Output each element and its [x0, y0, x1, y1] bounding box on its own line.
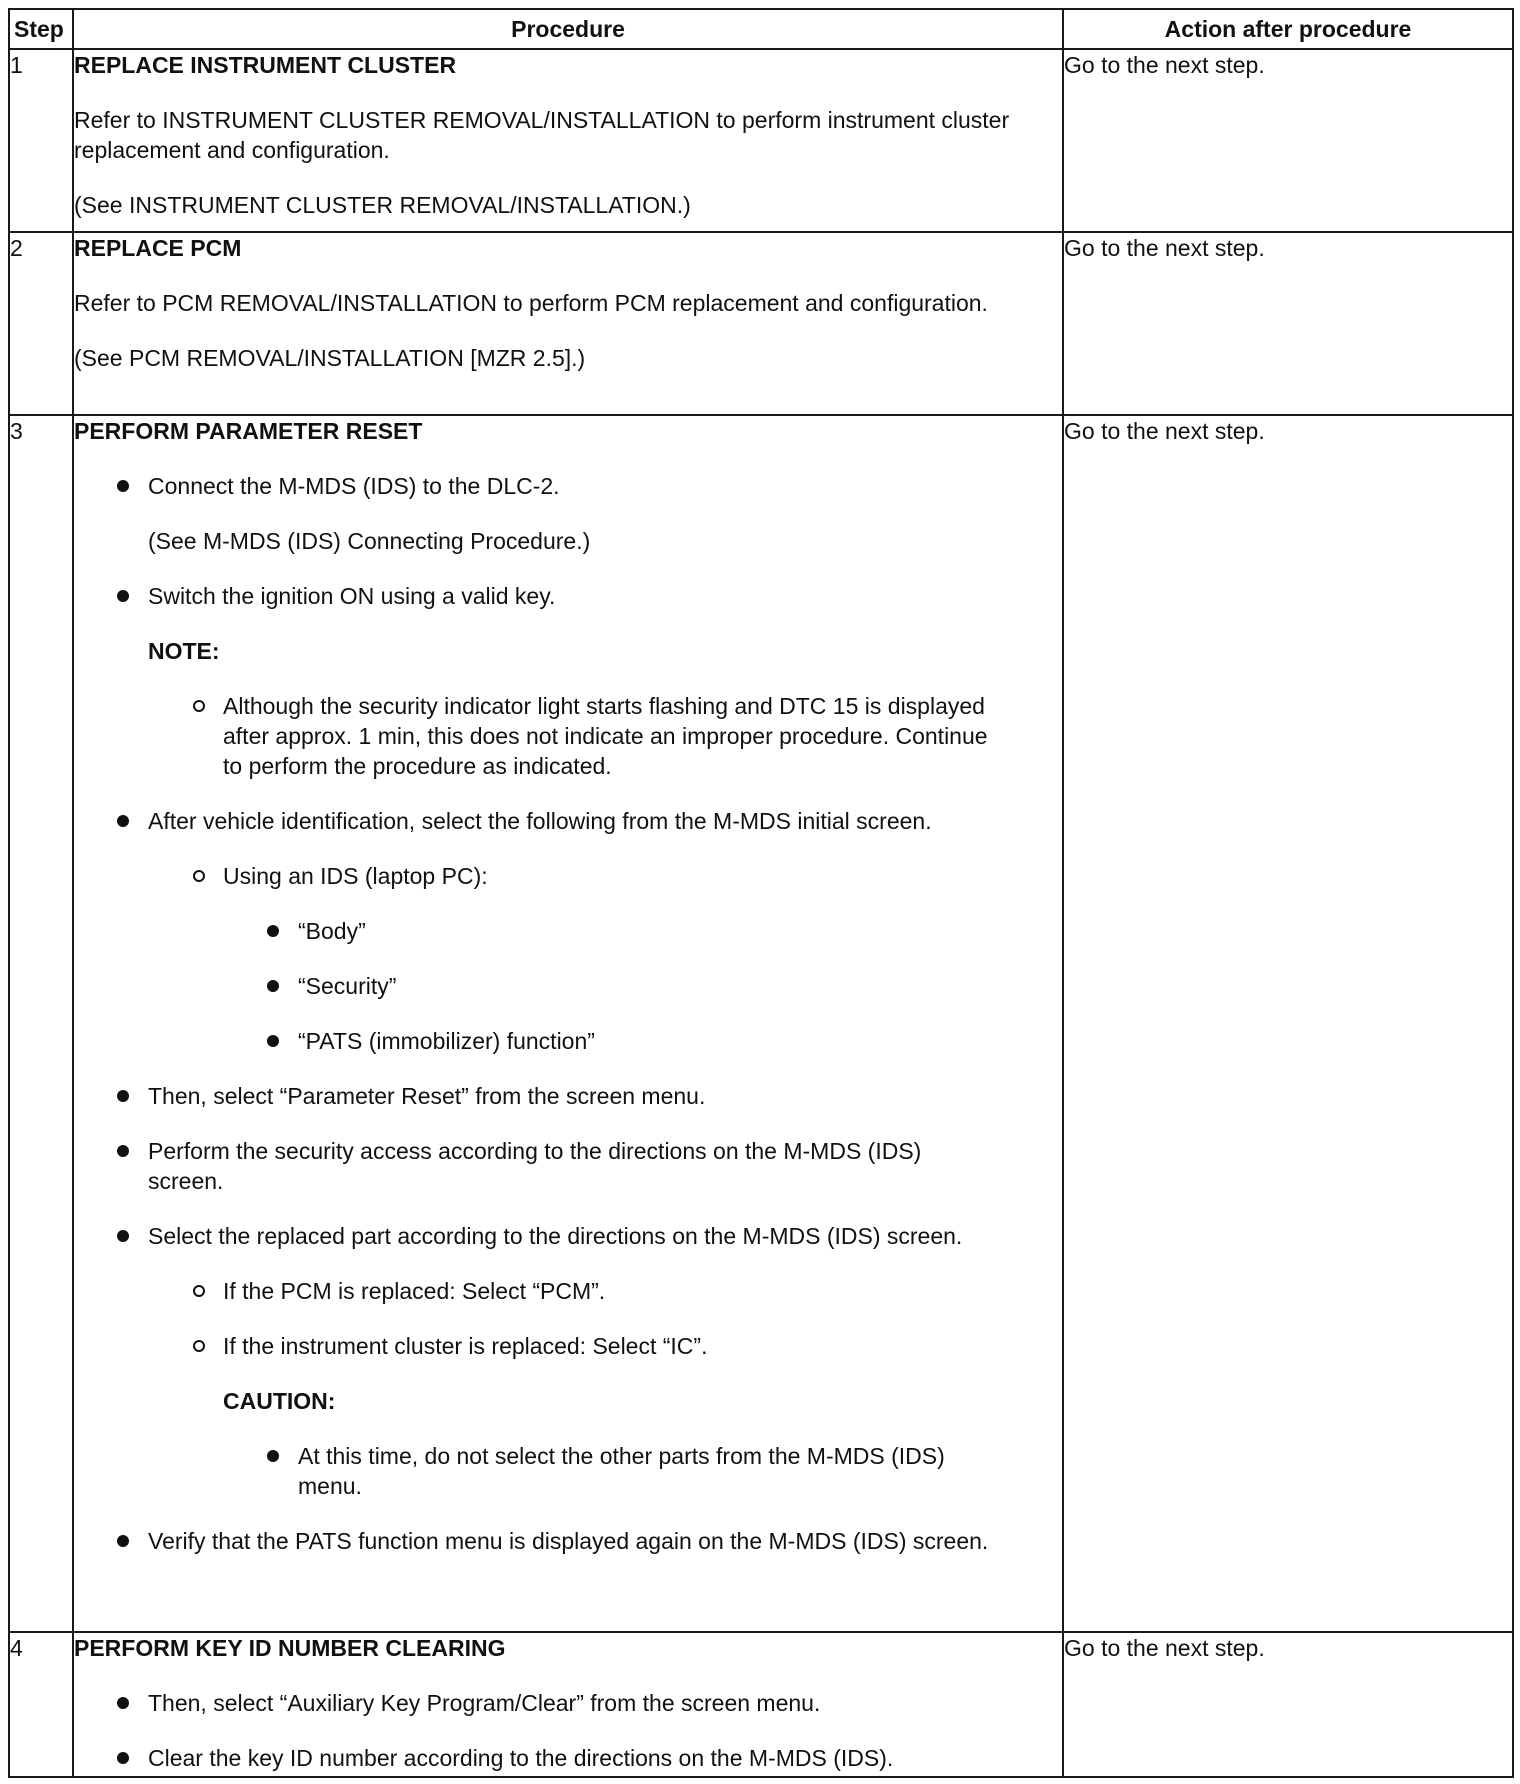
step-title: PERFORM KEY ID NUMBER CLEARING — [74, 1635, 506, 1661]
circle-bullet-icon — [193, 870, 205, 882]
bullet-icon — [267, 980, 279, 992]
table-row — [9, 415, 1513, 1632]
step-number: 4 — [9, 1632, 73, 1777]
step-reference: (See M-MDS (IDS) Connecting Procedure.) — [148, 528, 591, 554]
caution-text: At this time, do not select the other parts from the M-MDS (IDS) menu. — [298, 1443, 945, 1499]
bullet-icon — [117, 1697, 129, 1709]
procedure-table — [8, 8, 1514, 1778]
step-number: 3 — [9, 415, 73, 1632]
list-item-text: Then, select “Auxiliary Key Program/Clear” from the screen menu. — [148, 1690, 821, 1716]
table-row — [9, 49, 1513, 232]
menu-item — [74, 1026, 1062, 1056]
list-item-text: Verify that the PATS function menu is displayed again on the M-MDS (IDS) screen. — [148, 1528, 989, 1554]
bullet-icon — [117, 1752, 129, 1764]
action-cell: Go to the next step. — [1063, 415, 1513, 1632]
header-step: Step — [9, 9, 73, 49]
menu-item — [74, 916, 1062, 946]
step-number: 2 — [9, 232, 73, 415]
list-item — [74, 806, 1062, 836]
list-item — [74, 1688, 1062, 1718]
procedure-cell — [73, 49, 1063, 232]
list-item-text: If the PCM is replaced: Select “PCM”. — [223, 1278, 606, 1304]
menu-item-text: “Body” — [298, 918, 366, 944]
list-item-text: Then, select “Parameter Reset” from the screen menu. — [148, 1083, 706, 1109]
note-text: Although the security indicator light starts flashing and DTC 15 is displayed after approx. 1 min, this does not indicate an improper procedure. Continue to perform the procedure as indicated. — [223, 693, 988, 779]
list-item-text: Clear the key ID number according to the directions on the M-MDS (IDS). — [148, 1745, 894, 1771]
menu-item-text: “Security” — [298, 973, 397, 999]
action-cell: Go to the next step. — [1063, 49, 1513, 232]
list-item-text: If the instrument cluster is replaced: Select “IC”. — [223, 1333, 708, 1359]
list-item — [74, 1136, 1062, 1196]
table-row — [9, 1632, 1513, 1777]
bullet-icon — [267, 1035, 279, 1047]
table-header-row — [9, 9, 1513, 49]
procedure-cell — [73, 1632, 1063, 1777]
list-item — [74, 1441, 1062, 1501]
list-item — [74, 1743, 1062, 1773]
circle-bullet-icon — [193, 1285, 205, 1297]
list-item — [74, 1081, 1062, 1111]
bullet-icon — [117, 1535, 129, 1547]
menu-item-text: “PATS (immobilizer) function” — [298, 1028, 595, 1054]
bullet-icon — [267, 1450, 279, 1462]
header-procedure: Procedure — [73, 9, 1063, 49]
list-item — [74, 691, 1062, 781]
list-item-text: Perform the security access according to the directions on the M-MDS (IDS) screen. — [148, 1138, 922, 1194]
note-label: NOTE: — [148, 638, 220, 664]
list-item-text: Connect the M-MDS (IDS) to the DLC-2. — [148, 473, 560, 499]
list-item — [74, 861, 1062, 891]
procedure-cell — [73, 415, 1063, 1632]
circle-bullet-icon — [193, 700, 205, 712]
step-text: Refer to INSTRUMENT CLUSTER REMOVAL/INSTALLATION to perform instrument cluster replacement and configuration. — [74, 107, 1010, 163]
bullet-icon — [117, 815, 129, 827]
list-item — [74, 1221, 1062, 1251]
list-item — [74, 1526, 1062, 1556]
step-title: REPLACE INSTRUMENT CLUSTER — [74, 52, 457, 78]
list-item — [74, 1331, 1062, 1361]
action-cell: Go to the next step. — [1063, 1632, 1513, 1777]
circle-bullet-icon — [193, 1340, 205, 1352]
list-item-text: Switch the ignition ON using a valid key. — [148, 583, 556, 609]
table-row — [9, 232, 1513, 415]
list-item-text: After vehicle identification, select the following from the M-MDS initial screen. — [148, 808, 932, 834]
bullet-icon — [117, 480, 129, 492]
step-reference: (See INSTRUMENT CLUSTER REMOVAL/INSTALLATION.) — [74, 192, 691, 218]
bullet-icon — [267, 925, 279, 937]
step-reference: (See PCM REMOVAL/INSTALLATION [MZR 2.5].) — [74, 345, 586, 371]
action-cell: Go to the next step. — [1063, 232, 1513, 415]
header-action: Action after procedure — [1063, 9, 1513, 49]
menu-item — [74, 971, 1062, 1001]
bullet-icon — [117, 1145, 129, 1157]
list-item-text: Using an IDS (laptop PC): — [223, 863, 488, 889]
step-title: PERFORM PARAMETER RESET — [74, 418, 423, 444]
bullet-icon — [117, 1090, 129, 1102]
procedure-cell — [73, 232, 1063, 415]
step-number: 1 — [9, 49, 73, 232]
step-text: Refer to PCM REMOVAL/INSTALLATION to perform PCM replacement and configuration. — [74, 290, 988, 316]
bullet-icon — [117, 590, 129, 602]
list-item-text: Select the replaced part according to the directions on the M-MDS (IDS) screen. — [148, 1223, 963, 1249]
step-title: REPLACE PCM — [74, 235, 242, 261]
list-item — [74, 471, 1062, 501]
list-item — [74, 1276, 1062, 1306]
list-item — [74, 581, 1062, 611]
caution-label: CAUTION: — [223, 1388, 336, 1414]
bullet-icon — [117, 1230, 129, 1242]
